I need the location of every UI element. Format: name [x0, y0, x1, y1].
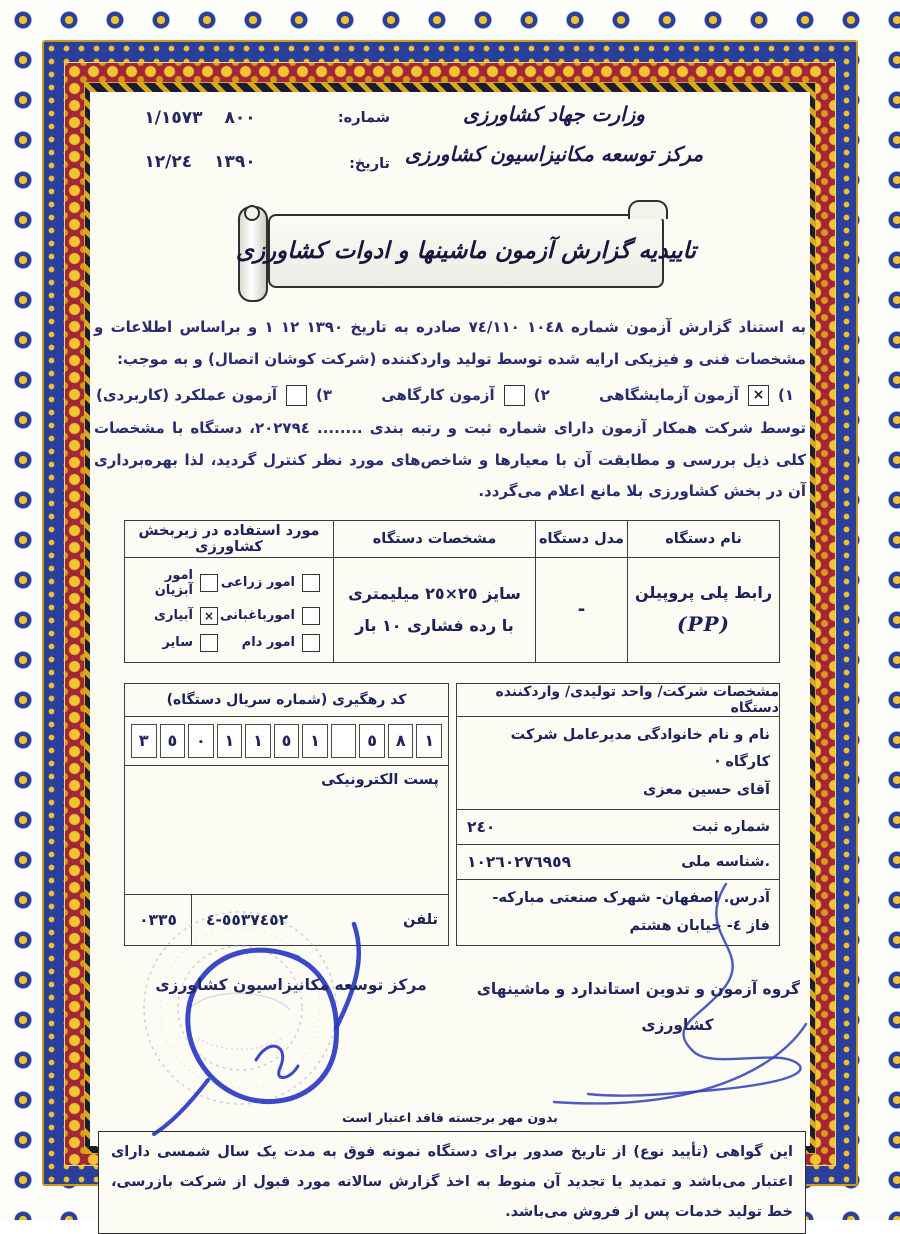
usage-label: آبیاری — [154, 608, 193, 623]
test-label: آزمون کارگاهی — [381, 386, 495, 404]
ceo-name: آقای حسین معزی — [643, 781, 770, 798]
device-model-header: مدل دستگاه — [536, 520, 628, 557]
test-option-workshop — [381, 385, 549, 406]
serial-digit: ٥ — [160, 724, 186, 758]
tracking-table — [124, 683, 449, 947]
usage-option-aquatic — [138, 568, 218, 598]
device-spec-pressure: با رده فشاری ١٠ بار — [355, 615, 514, 635]
ceo-row — [457, 717, 779, 811]
ministry-title: وزارت جهاد کشاورزی — [463, 102, 645, 126]
usage-grid — [126, 560, 332, 660]
test-type-row — [96, 377, 794, 413]
checkbox-crops — [302, 574, 320, 592]
test-number: ٢) — [533, 386, 550, 404]
date-label: تاریخ: — [349, 156, 390, 172]
serial-digit: ١ — [302, 724, 328, 758]
device-usage-header: مورد استفاده در زیربخش کشاورزی — [125, 520, 334, 557]
letterhead-values — [116, 108, 284, 196]
letterhead-titles — [398, 102, 710, 166]
device-name-header: نام دستگاه — [628, 520, 780, 557]
seal-note: بدون مهر برجسته فاقد اعتبار است — [342, 1110, 558, 1126]
national-id-value: ١٠٢٦٠٢٧٦٩٥٩ — [467, 853, 572, 872]
usage-label: سایر — [162, 635, 193, 650]
phone-label: تلفن — [403, 912, 438, 929]
usage-label: امور زراعی — [220, 575, 295, 590]
company-table-header: مشخصات شرکت/ واحد تولیدی/ واردکننده دستگاه — [457, 684, 779, 717]
number-label: شماره: — [337, 110, 390, 126]
device-spec-size: سایز ٢٥×٢٥ میلیمتری — [348, 583, 521, 603]
registration-value: ٢٤٠ — [467, 818, 496, 837]
checkbox-workshop-test — [504, 385, 525, 406]
serial-digit: ١ — [245, 724, 271, 758]
number-value: ٨٠٠ ١/١٥٧٣ — [144, 108, 256, 128]
device-name-abbrev: (PP) — [676, 612, 730, 636]
serial-digit: ١ — [416, 724, 442, 758]
serial-digit: ٠ — [188, 724, 214, 758]
intro-paragraph: به استناد گزارش آزمون شماره ١٠٤٨ ٧٤/١١٠ صادره به تاریخ ١٣٩٠ ١٢ ١ و براساس اطلاعات و مشخصات فنی و فیزیکی ارایه شده توسط تولید واردکننده (شرکت کوشان اتصال) و به موجب: — [94, 318, 806, 368]
scroll-banner — [234, 202, 697, 296]
ceo-label: نام و نام خانوادگی مدیرعامل شرکت کارگاه · — [510, 726, 770, 771]
banner-title: تاییدیه گزارش آزمون ماشینها و ادوات کشاورزی — [235, 238, 697, 264]
scroll-curl-icon — [628, 200, 668, 219]
company-tracking-tables — [124, 683, 780, 947]
phone-row — [125, 895, 448, 945]
center-title: مرکز توسعه مکانیزاسیون کشاورزی — [404, 142, 704, 166]
checkbox-lab-test — [748, 385, 769, 406]
serial-digit: ٣ — [131, 724, 157, 758]
serial-strip — [131, 724, 442, 758]
device-model-cell: - — [536, 557, 628, 662]
signature-area — [90, 948, 810, 1108]
company-table — [456, 683, 780, 947]
test-number: ٣) — [316, 386, 333, 404]
paper — [90, 92, 810, 1220]
device-specs-header: مشخصات دستگاه — [334, 520, 536, 557]
device-table-row — [125, 557, 780, 662]
date-value: ١٣٩٠ ١٢/٢٤ — [144, 152, 256, 172]
usage-option-crops — [220, 568, 320, 598]
serial-digit: ٨ — [388, 724, 414, 758]
address-row: آدرس. اصفهان- شهرک صنعتی مبارکه- فاز ٤- خیابان هشتم — [492, 890, 770, 934]
checkbox-performance-test — [286, 385, 307, 406]
registration-label: شماره ثبت — [691, 819, 770, 836]
tracking-table-header: کد رهگیری (شماره سریال دستگاه) — [125, 684, 448, 717]
usage-label: امورباغبانی — [219, 608, 295, 623]
sig-right-line2: کشاورزی — [641, 1015, 714, 1034]
test-label: آزمون آزمایشگاهی — [598, 386, 739, 404]
letterhead-labels — [330, 110, 390, 202]
checkbox-horticulture — [302, 607, 320, 625]
signature-right-label — [470, 972, 800, 1043]
device-table-header-row — [125, 520, 780, 557]
checkbox-livestock — [302, 634, 320, 652]
serial-digit: ٥ — [274, 724, 300, 758]
device-name-cell — [628, 557, 780, 662]
usage-option-irrigation — [138, 607, 218, 625]
serial-digit — [331, 724, 357, 758]
serial-digit: ٥ — [359, 724, 385, 758]
device-specs-cell — [334, 557, 536, 662]
usage-label: امور دام — [241, 635, 295, 650]
checkbox-irrigation — [200, 607, 218, 625]
device-name: رابط پلی پروپیلن — [634, 583, 773, 602]
phone-area-code: ٠٣٣٥ — [125, 895, 192, 945]
scroll-body — [235, 214, 697, 288]
test-number: ١) — [777, 386, 794, 404]
national-id-label: شناسه ملی. — [681, 854, 770, 871]
usage-option-other — [138, 634, 218, 652]
signature-left-label: مرکز توسعه مکانیزاسیون کشاورزی — [155, 976, 427, 995]
usage-option-horticulture — [220, 607, 320, 625]
usage-option-livestock — [220, 634, 320, 652]
registration-row — [457, 810, 779, 845]
serial-digit: ١ — [217, 724, 243, 758]
conclusion-paragraph: توسط شرکت همکار آزمون دارای شماره ثبت و رتبه بندی ........ ٢٠٢٧٩٤، دستگاه با مشخصات کلی ذیل بررسی و مطابقت آن با معیارها و شاخص‌های مورد نظر کنترل گردید، لذا بهره‌برداری آن در بخش کشاورزی بلا مانع اعلام می‌گردد. — [94, 419, 806, 500]
test-option-performance — [96, 385, 332, 406]
usage-label: امور آبزیان — [154, 567, 193, 598]
test-option-lab — [599, 385, 794, 406]
sig-right-line1: گروه آزمون و تدوین استاندارد و ماشینهای — [476, 980, 800, 999]
checkbox-aquatic — [200, 574, 218, 592]
national-id-row — [457, 845, 779, 880]
letterhead — [90, 100, 810, 194]
device-usage-cell — [125, 557, 334, 662]
phone-number: ٥٥٣٧٤٥٢-٤ — [206, 911, 289, 930]
serial-row — [125, 717, 448, 766]
test-label: آزمون عملکرد (کاربردی) — [96, 386, 278, 404]
email-row: پست الکترونیکی — [125, 766, 448, 896]
validity-box: این گواهی (تأیید نوع) از تاریخ صدور برای دستگاه نمونه فوق به مدت یک سال شمسی دارای اعتبار می‌باشد و تمدید یا تجدید آن منوط به اخذ گزارش سالانه مورد قبول از شرکت بازرسی، خط تولید خدمات پس از فروش می‌باشد. — [98, 1131, 806, 1234]
device-table — [124, 520, 780, 663]
checkbox-other — [200, 634, 218, 652]
